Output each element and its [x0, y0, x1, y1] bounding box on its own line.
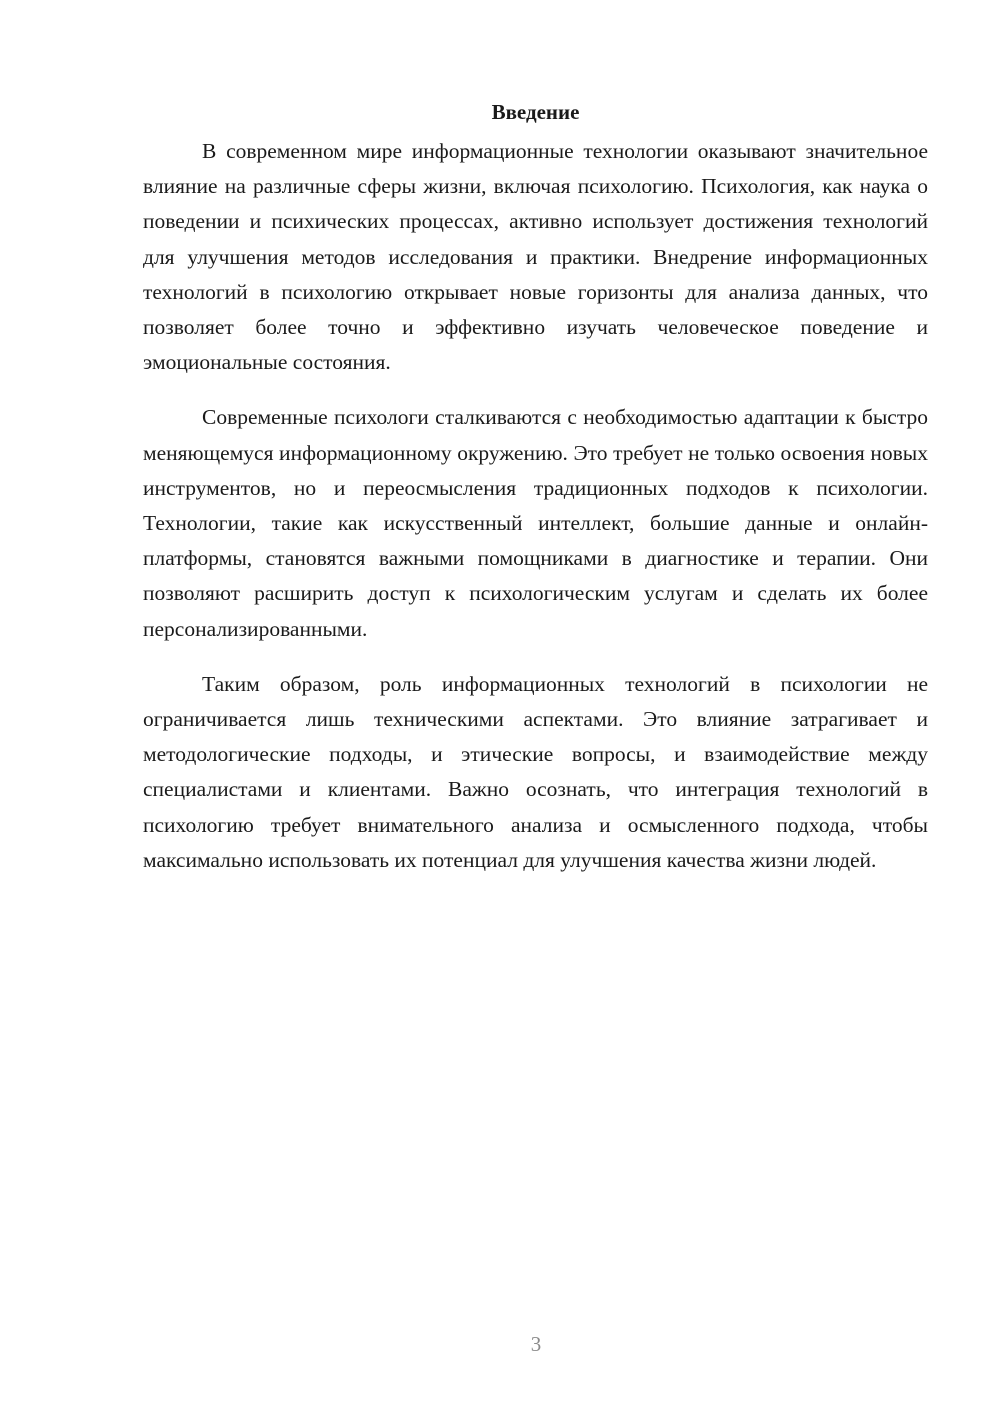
- paragraph-3: Таким образом, роль информационных технологий в психологии не ограничивается лишь техническими аспектами. Это влияние затрагивает и методологические подходы, и этические вопросы, и взаимодействие между специалистами и клиентами. Важно осознать, что интеграция технологий в психологию требует внимательного анализа и осмысленного подхода, чтобы максимально использовать их потенциал для улучшения качества жизни людей.: [143, 671, 928, 872]
- page-number: 3: [530, 1332, 542, 1356]
- paragraph-2: Современные психологи сталкиваются с необходимостью адаптации к быстро меняющемуся информационному окружению. Это требует не только освоения новых инструментов, но и переосмысления традиционных подходов к психологии. Технологии, такие как искусственный интеллект, большие данные и онлайн-платформы, становятся важными помощниками в диагностике и терапии. Они позволяют расширить доступ к психологическим услугам и сделать их более персонализированными.: [143, 405, 928, 641]
- section-title: Введение: [491, 100, 580, 124]
- page-content: [143, 98, 928, 898]
- paragraph-1: В современном мире информационные технологии оказывают значительное влияние на различные сферы жизни, включая психологию. Психология, как наука о поведении и психических процессах, активно использует достижения технологий для улучшения методов исследования и практики. Внедрение информационных технологий в психологию открывает новые горизонты для анализа данных, что позволяет более точно и эффективно изучать человеческое поведение и эмоциональные состояния.: [143, 139, 928, 375]
